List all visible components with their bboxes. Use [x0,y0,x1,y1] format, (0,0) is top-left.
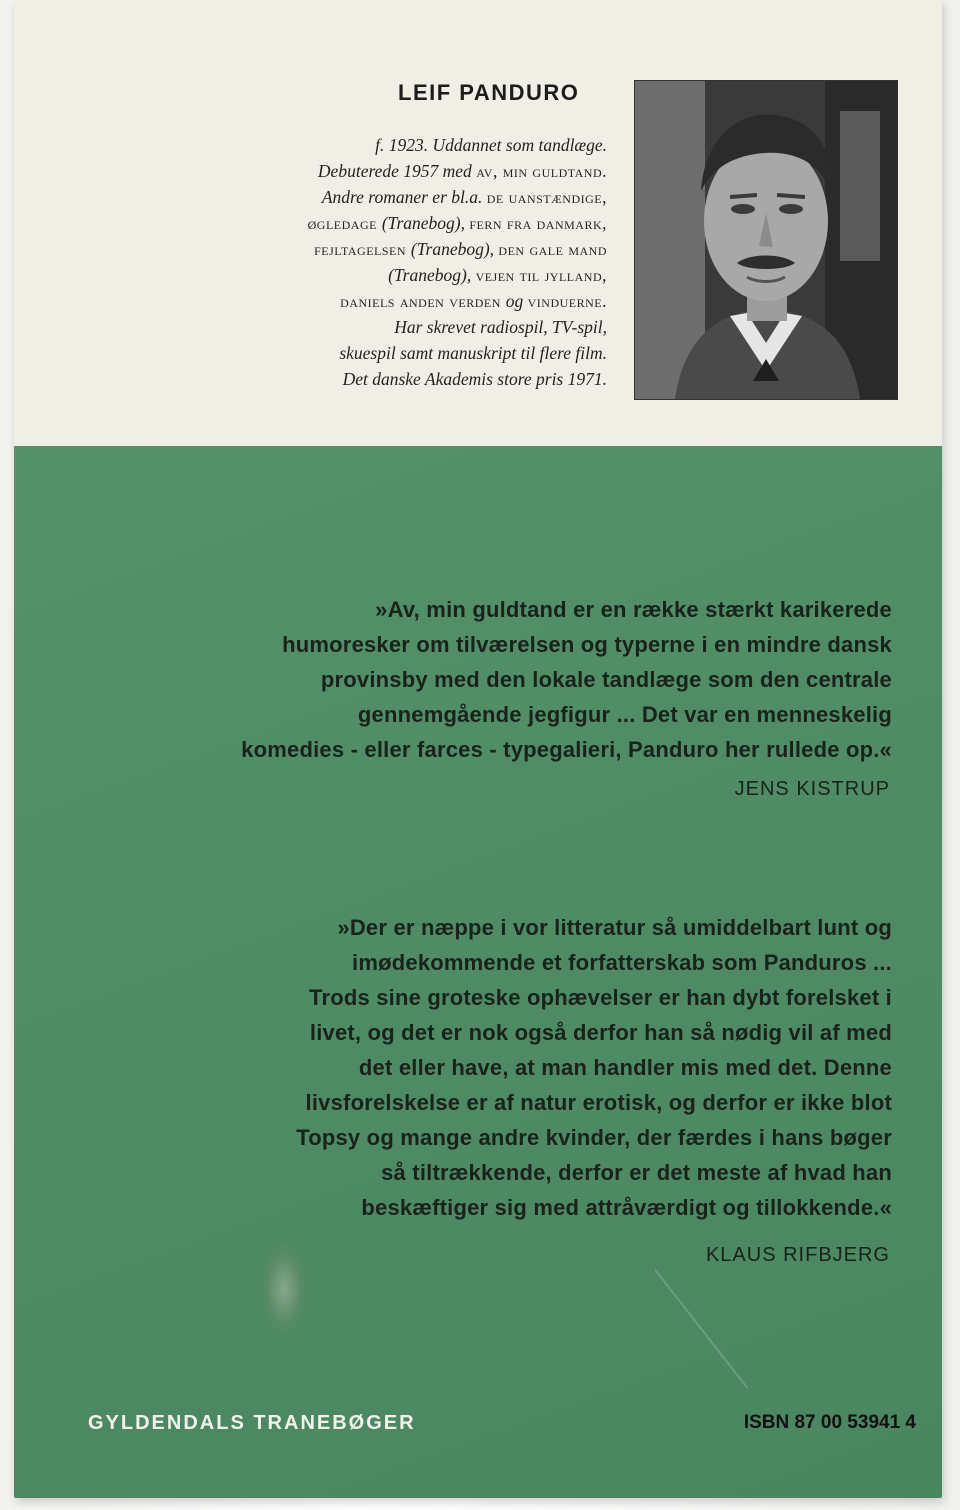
quote-line: det eller have, at man handler mis med det. Denne [358,1055,892,1080]
bio-line: Andre romaner er bl.a. de uanstændige, [321,187,607,207]
quote-line: Topsy og mange andre kvinder, der færdes i hans bøger [296,1125,892,1150]
author-name: LEIF PANDURO [398,80,580,105]
quote-attribution: JENS KISTRUP [734,778,890,800]
author-bio [167,132,607,392]
quote-line: »Av, min guldtand er en række stærkt karikerede [375,597,892,622]
quote-line: »Der er næppe i vor litteratur så umiddelbart lunt og [337,915,892,940]
bio-line: skuespil samt manuskript til flere film. [339,343,607,363]
quote-line: imødekommende et forfatterskab som Panduros ... [352,950,892,975]
quote-line: provinsby med den lokale tandlæge som den centrale [320,667,892,692]
review-quote-kistrup [132,592,892,767]
bio-line: daniels anden verden og vinduerne. [340,291,607,311]
book-back-cover [14,0,942,1498]
bio-line: Det danske Akademis store pris 1971. [342,369,607,389]
publisher-imprint: GYLDENDALS TRANEBØGER [88,1412,416,1434]
quote-line: komedies - eller farces - typegalieri, Panduro her rullede op.« [241,737,892,762]
quote-line: humoresker om tilværelsen og typerne i en mindre dansk [282,632,892,657]
quote-line: livet, og det er nok også derfor han så nødig vil af med [309,1020,892,1045]
isbn-number: ISBN 87 00 53941 4 [743,1412,916,1433]
bio-line: fejltagelsen (Tranebog), den gale mand [314,239,607,259]
quote-line: livsforelskelse er af natur erotisk, og derfor er ikke blot [305,1090,892,1115]
bio-line: (Tranebog), vejen til jylland, [388,265,607,285]
bio-line: Debuterede 1957 med av, min guldtand. [317,161,607,181]
bio-line: f. 1923. Uddannet som tandlæge. [375,135,607,155]
quote-line: Trods sine groteske ophævelser er han dybt forelsket i [309,985,892,1010]
quote-attribution: KLAUS RIFBJERG [705,1244,890,1266]
bio-line: øgledage (Tranebog), fern fra danmark, [307,213,607,233]
bio-line: Har skrevet radiospil, TV-spil, [394,317,607,337]
quote-line: så tiltrækkende, derfor er det meste af hvad han [381,1160,892,1185]
cover-wear-mark [262,1244,306,1334]
quote-line: beskæftiger sig med attråværdigt og tillokkende.« [361,1195,892,1220]
author-portrait [634,80,898,400]
quote-line: gennemgående jegfigur ... Det var en menneskelig [357,702,892,727]
portrait-illustration [635,81,897,399]
